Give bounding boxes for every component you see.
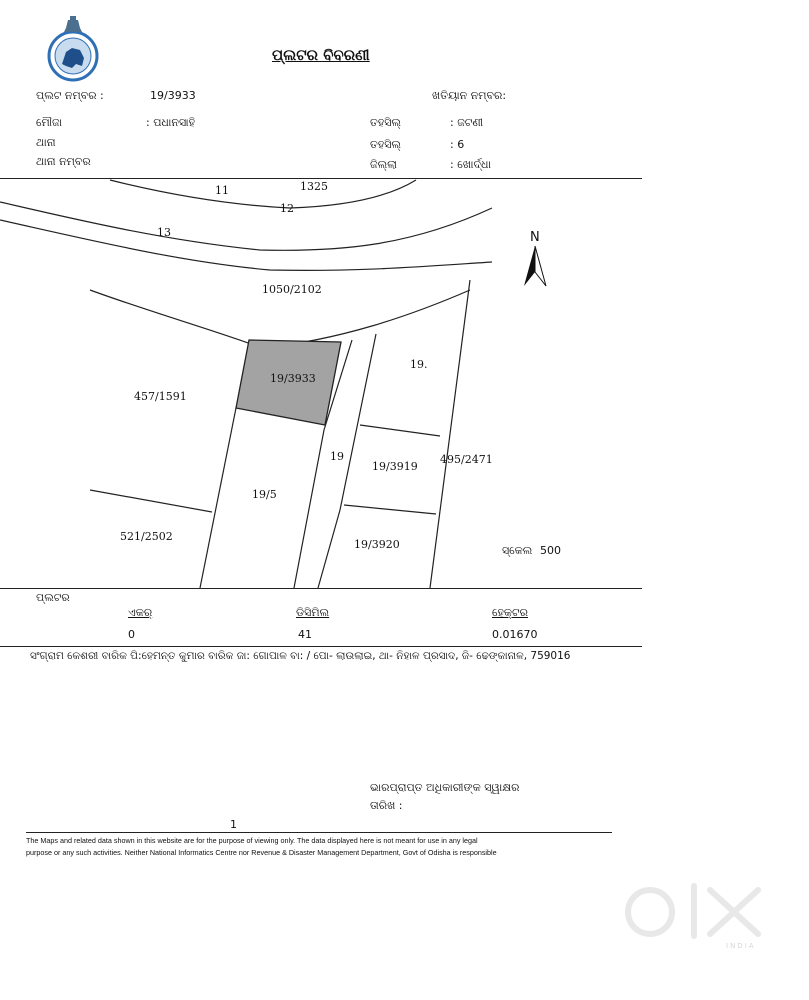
north-arrow-icon (524, 246, 546, 286)
map-label: 13 (157, 226, 171, 239)
scale-value: 500 (540, 544, 561, 557)
hectare-value: 0.01670 (492, 628, 538, 641)
plot-no-value: 19/3933 (150, 89, 196, 102)
district-label: ଜିଲ୍ଲା (370, 158, 397, 171)
page-title: ପ୍ଲଟର ବିବରଣୀ (272, 46, 370, 64)
tahasil-value: : ଜଟଣୀ (450, 116, 484, 129)
tahasil2-value: : 6 (450, 138, 465, 151)
footer-divider (26, 832, 612, 833)
area-section-label: ପ୍ଲଟର (36, 591, 70, 604)
thana-label: ଥାନା (36, 136, 56, 149)
scale-label: ସ୍କେଲ (502, 544, 533, 557)
acre-label: ଏକର୍ (128, 606, 153, 619)
map-label: 19. (410, 358, 428, 371)
owner-details: ସଂଗ୍ରାମ କେଶରୀ ବାରିକ ପି:ହେମନ୍ତ କୁମାର ବାରିକ ଜା: ଗୋପାଳ ବା: / ପୋ- ଲାଉଲାଇ, ଥା- ନିହାଳ ପ୍ରସାଦ, ଜି- ଢେଙ୍କାନାଳ, 759016 (30, 650, 571, 662)
acre-value: 0 (128, 628, 135, 641)
signature-label: ଭାରପ୍ରାପ୍ତ ଅଧିକାରୀଙ୍କ ସ୍ୱାକ୍ଷର (370, 781, 520, 794)
map-label: 1050/2102 (262, 283, 322, 296)
hectare-label: ହେକ୍ଟର (492, 606, 529, 619)
decimal-value: 41 (298, 628, 312, 641)
odisha-emblem-icon (42, 14, 104, 84)
map-label: 11 (215, 184, 229, 197)
district-value: : ଖୋର୍ଦ୍ଧା (450, 158, 491, 171)
area-divider (0, 646, 642, 647)
map-label: 19/5 (252, 488, 277, 501)
map-label: 19/3933 (270, 372, 316, 385)
map-label: 19/3919 (372, 460, 418, 473)
map-label: 521/2502 (120, 530, 173, 543)
tahasil-label: ତହସିଲ୍ (370, 116, 401, 129)
map-label: 19 (330, 450, 344, 463)
date-label: ତାରିଖ : (370, 799, 403, 812)
north-label: N (530, 230, 540, 245)
page-number: 1 (230, 818, 237, 831)
tahasil2-label: ତହସିଲ୍ (370, 138, 401, 151)
cadastral-map (0, 178, 642, 588)
map-label: 19/3920 (354, 538, 400, 551)
decimal-label: ଡିସିମିଲ (296, 606, 330, 619)
mouza-value: : ପଧାନସାହି (146, 116, 196, 129)
disclaimer-line: The Maps and related data shown in this website are for the purpose of viewing only. The data displayed here is not meant for use in any legal (26, 836, 478, 845)
olx-watermark-sub: INDIA (726, 942, 756, 950)
map-label: 457/1591 (134, 390, 187, 403)
plot-no-label: ପ୍ଲଟ ନମ୍ବର : (36, 89, 104, 102)
map-label: 12 (280, 202, 294, 215)
thana-no-label: ଥାନା ନମ୍ବର (36, 155, 91, 168)
map-label: 1325 (300, 180, 328, 193)
map-divider (0, 588, 642, 589)
disclaimer-line: purpose or any such activities. Neither National Informatics Centre nor Revenue & Disaster Management Department, Govt of Odisha is responsible (26, 848, 497, 857)
khatiyan-label: ଖତିୟାନ ନମ୍ବର: (432, 89, 507, 102)
mouza-label: ମୌଜା (36, 116, 63, 129)
map-label: 495/2471 (440, 453, 493, 466)
